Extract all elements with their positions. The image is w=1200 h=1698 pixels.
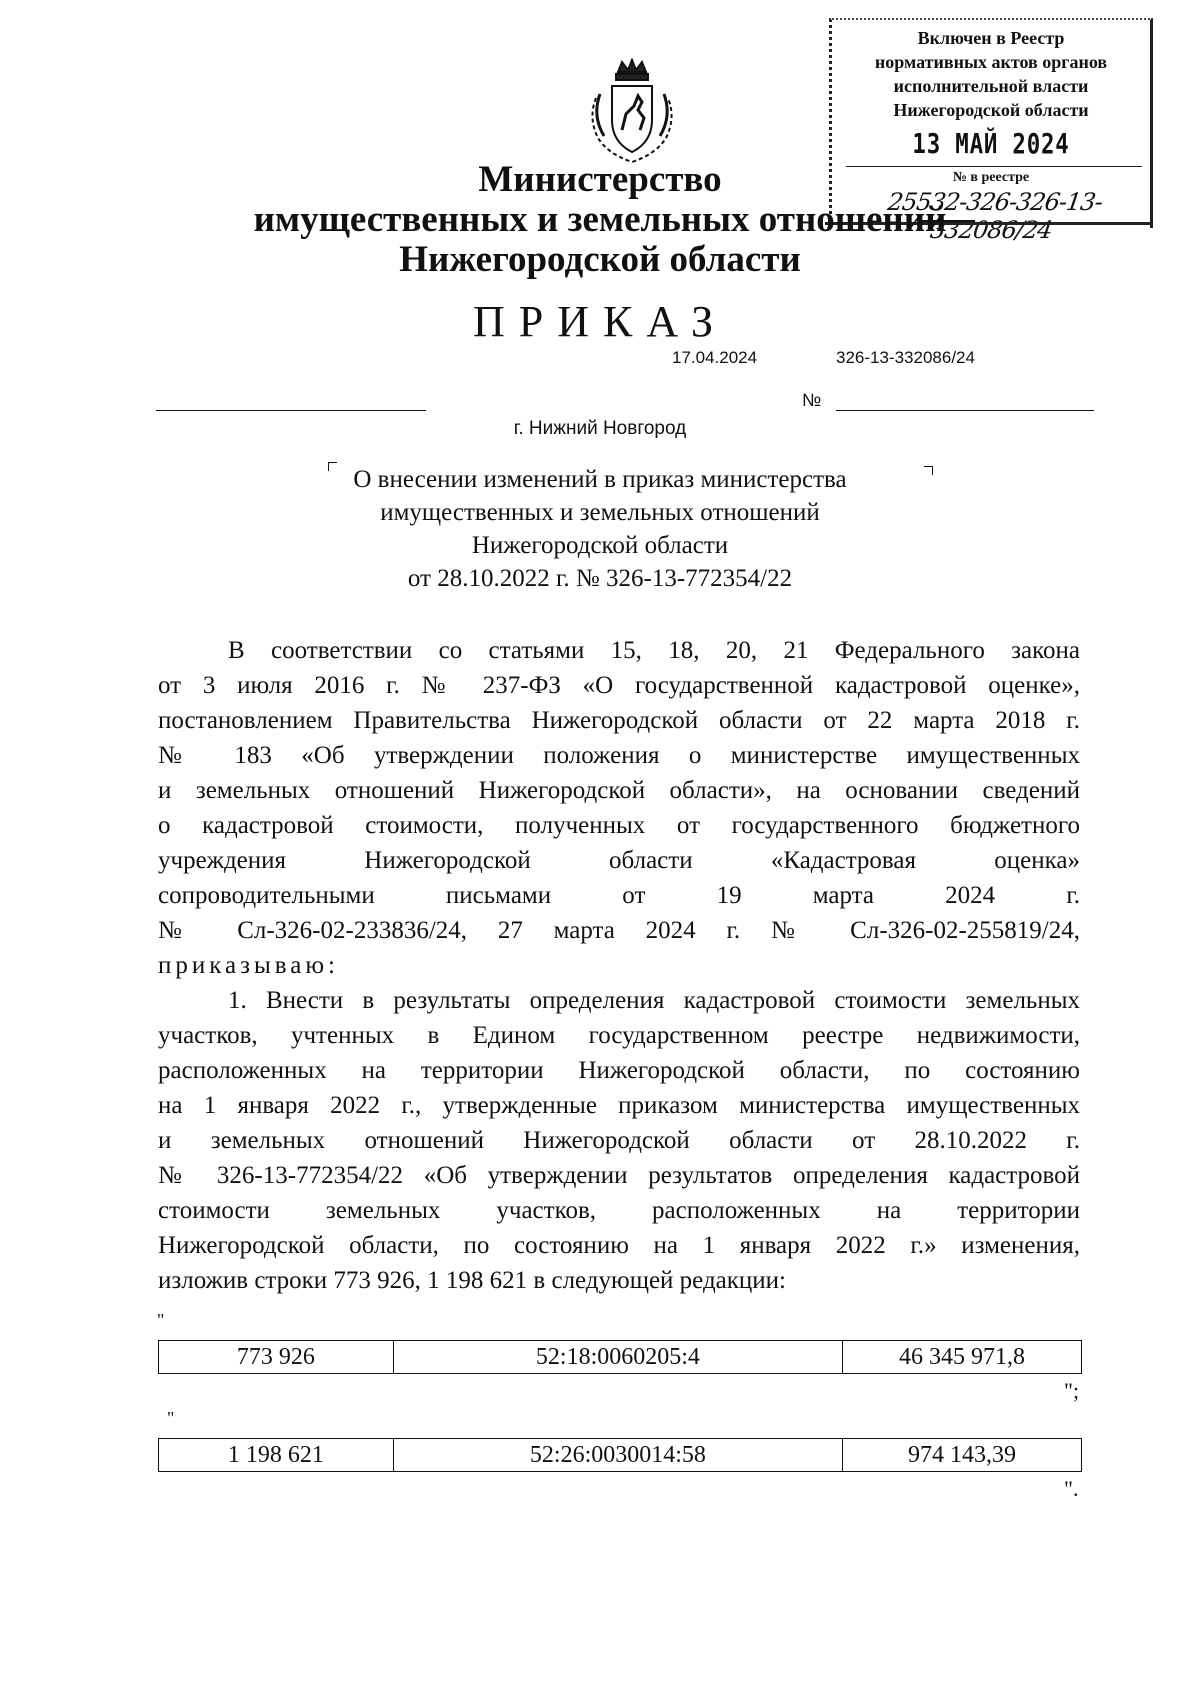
body-line: Нижегородской области, по состоянию на 1 января 2022 г.» изменения, bbox=[158, 1232, 1080, 1259]
stamp-date: 13 МАЙ 2024 bbox=[912, 127, 1070, 160]
body-line: № 326-13-772354/22 «Об утверждении результатов определения кадастровой bbox=[158, 1162, 1080, 1189]
cadastral-value-cell: 46 345 971,8 bbox=[843, 1341, 1082, 1374]
number-mark: № bbox=[802, 390, 822, 410]
nizhny-novgorod-coat-of-arms-icon bbox=[578, 58, 686, 166]
subject-line-3: Нижегородской области bbox=[471, 532, 729, 559]
body-line: изложив строки 773 926, 1 198 621 в следующей редакции: bbox=[158, 1267, 786, 1294]
body-line: № 183 «Об утверждении положения о министерстве имущественных bbox=[158, 742, 1080, 769]
row-number-cell: 1 198 621 bbox=[159, 1439, 394, 1472]
body-line: В соответствии со статьями 15, 18, 20, 21 Федерального закона bbox=[228, 637, 1080, 664]
ministry-title-line-1: Министерство bbox=[478, 159, 722, 200]
subject-line-4: от 28.10.2022 г. № 326-13-772354/22 bbox=[407, 565, 793, 592]
body-line: 1. Внести в результаты определения кадастровой стоимости земельных bbox=[228, 987, 1080, 1014]
body-line: на 1 января 2022 г., утвержденные приказом министерства имущественных bbox=[158, 1092, 1080, 1119]
body-line: от 3 июля 2016 г. № 237-ФЗ «О государственной кадастровой оценке», bbox=[158, 672, 1080, 699]
body-line: расположенных на территории Нижегородской области, по состоянию bbox=[158, 1057, 1080, 1084]
body-line-decree: приказываю: bbox=[158, 952, 339, 979]
cadastral-number-cell: 52:26:0030014:58 bbox=[393, 1439, 842, 1472]
quote-open: " bbox=[157, 1310, 165, 1330]
body-line: № Сл-326-02-233836/24, 27 марта 2024 г. № Сл-326-02-255819/24, bbox=[158, 917, 1080, 944]
body-line: о кадастровой стоимости, полученных от государственного бюджетного bbox=[158, 812, 1080, 839]
body-line: постановлением Правительства Нижегородской области от 22 марта 2018 г. bbox=[158, 707, 1080, 734]
ministry-title-line-2: имущественных и земельных отношений bbox=[253, 199, 947, 240]
quote-close: "; bbox=[1064, 1378, 1080, 1403]
table-row bbox=[158, 1438, 1082, 1472]
quote-close: ". bbox=[1064, 1476, 1079, 1501]
body-line: стоимости земельных участков, расположенных на территории bbox=[158, 1197, 1080, 1224]
stamp-registry-label: № в реестре bbox=[952, 170, 1030, 185]
stamp-line-2: нормативных актов органов bbox=[874, 52, 1108, 72]
stamp-strike-line bbox=[920, 220, 975, 222]
date-underline bbox=[156, 410, 426, 411]
city: г. Нижний Новгород bbox=[513, 418, 687, 439]
document-type: ПРИКАЗ bbox=[472, 297, 728, 346]
order-date: 17.04.2024 bbox=[672, 348, 758, 367]
table-row bbox=[158, 1340, 1082, 1374]
body-line: и земельных отношений Нижегородской области от 28.10.2022 г. bbox=[158, 1127, 1080, 1154]
subject-line-1: О внесении изменений в приказ министерства bbox=[353, 466, 847, 493]
row-number-cell: 773 926 bbox=[159, 1341, 394, 1374]
ministry-title-line-3: Нижегородской области bbox=[399, 239, 801, 280]
body-line: участков, учтенных в Едином государственном реестре недвижимости, bbox=[158, 1022, 1080, 1049]
number-underline bbox=[836, 410, 1094, 411]
order-number: 326-13-332086/24 bbox=[836, 348, 975, 367]
stamp-line-3: исполнительной власти bbox=[893, 76, 1089, 96]
cadastral-number-cell: 52:18:0060205:4 bbox=[393, 1341, 842, 1374]
body-line: сопроводительными письмами от 19 марта 2024 г. bbox=[158, 882, 1080, 909]
stamp-line-1: Включен в Реестр bbox=[917, 28, 1065, 48]
body-line: учреждения Нижегородской области «Кадастровая оценка» bbox=[158, 847, 1080, 874]
stamp-line-4: Нижегородской области bbox=[893, 100, 1089, 120]
body-line: и земельных отношений Нижегородской области», на основании сведений bbox=[158, 777, 1080, 804]
subject-line-2: имущественных и земельных отношений bbox=[380, 499, 820, 526]
cadastral-value-cell: 974 143,39 bbox=[843, 1439, 1082, 1472]
stamp-registry-number: 25532-326-326-13-332086/24 bbox=[886, 188, 1104, 244]
quote-open: " bbox=[167, 1408, 175, 1428]
